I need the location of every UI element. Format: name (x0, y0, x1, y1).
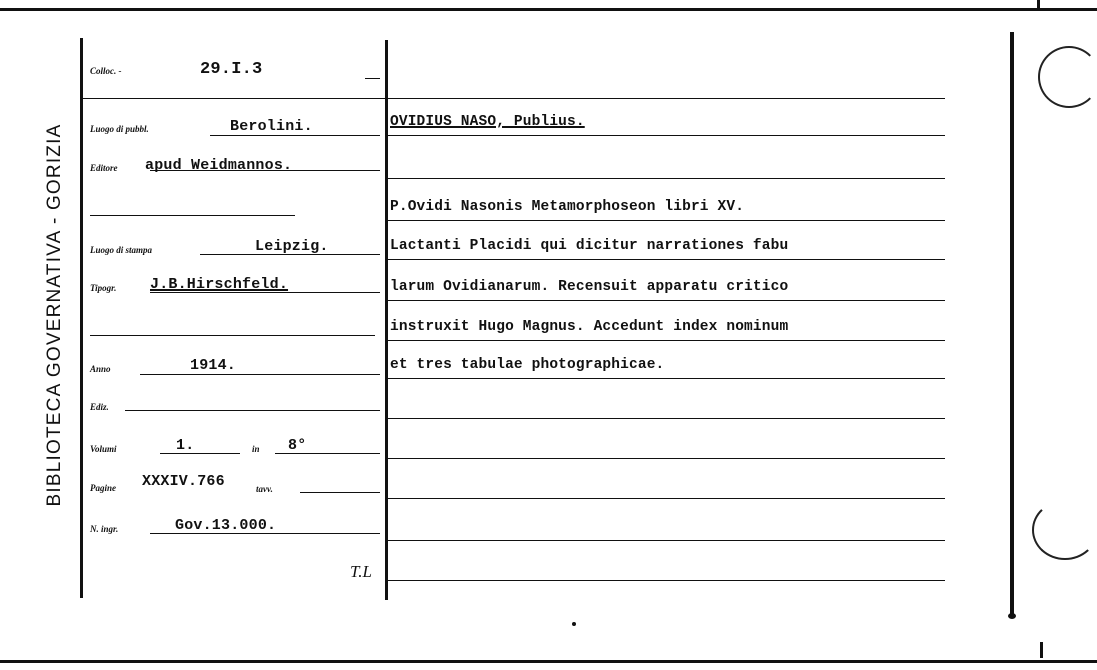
editore-label: Editore (90, 163, 118, 173)
rule-6 (388, 300, 945, 301)
in-label: in (252, 444, 260, 454)
record-line-5: et tres tabulae photographicae. (390, 357, 665, 373)
punch-hole-top (1038, 46, 1097, 108)
volumi-label: Volumi (90, 444, 117, 454)
speck (1008, 613, 1016, 619)
field-line-colloc (365, 78, 380, 79)
anno-label: Anno (90, 364, 111, 374)
luogo-stampa-label: Luogo di stampa (90, 245, 153, 255)
edge-mark-bottom (1040, 642, 1043, 658)
field-line-anno (140, 374, 380, 375)
colloc-label: Colloc. - (90, 66, 122, 76)
record-line-1: P.Ovidi Nasonis Metamorphoseon libri XV. (390, 199, 745, 215)
luogo-stampa-value: Leipzig. (255, 238, 329, 255)
tipogr-label: Tipogr. (90, 283, 117, 293)
rule-10 (388, 458, 945, 459)
divider-after-colloc (83, 98, 385, 99)
field-line-luogo-pubbl (210, 135, 380, 136)
rule-1 (388, 98, 945, 99)
n-ingr-value: Gov.13.000. (175, 517, 277, 534)
bottom-border (0, 660, 1097, 663)
field-line-blank-1 (90, 215, 295, 216)
colloc-value: 29.I.3 (200, 60, 263, 79)
right-rule (1010, 32, 1014, 617)
rule-11 (388, 498, 945, 499)
field-line-tavv (300, 492, 380, 493)
field-line-volumi (160, 453, 240, 454)
record-line-2: Lactanti Placidi qui dicitur narrationes fabu (390, 238, 789, 254)
institution-stamp: BIBLIOTECA GOVERNATIVA - GORIZIA (44, 123, 65, 507)
top-border (0, 8, 1097, 11)
rule-8 (388, 378, 945, 379)
anno-value: 1914. (190, 357, 237, 374)
speck (572, 622, 576, 626)
handwritten-note: T.L (350, 562, 372, 581)
luogo-pubbl-value: Berolini. (230, 118, 313, 135)
punch-hole-bottom (1032, 500, 1097, 560)
editore-value: apud Weidmannos. (145, 157, 293, 174)
middle-rule (385, 40, 388, 600)
record-line-4: instruxit Hugo Magnus. Accedunt index nominum (390, 319, 789, 335)
tavv-label: tavv. (256, 484, 273, 494)
left-rule (80, 38, 83, 598)
rule-7 (388, 340, 945, 341)
field-line-blank-2 (90, 335, 375, 336)
record-line-3: larum Ovidianarum. Recensuit apparatu critico (390, 279, 789, 295)
luogo-pubbl-label: Luogo di pubbl. (90, 124, 149, 134)
pagine-label: Pagine (90, 483, 116, 493)
tipogr-value: J.B.Hirschfeld. (150, 276, 289, 293)
ediz-label: Ediz. (90, 402, 109, 412)
edge-mark-right (1037, 0, 1040, 8)
rule-5 (388, 259, 945, 260)
format-value: 8° (288, 437, 307, 454)
n-ingr-label: N. ingr. (90, 524, 119, 534)
rule-2 (388, 135, 945, 136)
rule-13 (388, 580, 945, 581)
rule-12 (388, 540, 945, 541)
volumi-value: 1. (176, 437, 195, 454)
pagine-value: XXXIV.766 (142, 473, 225, 490)
rule-3 (388, 178, 945, 179)
rule-4 (388, 220, 945, 221)
record-author: OVIDIUS NASO, Publius. (390, 114, 585, 130)
rule-9 (388, 418, 945, 419)
field-line-ediz (125, 410, 380, 411)
